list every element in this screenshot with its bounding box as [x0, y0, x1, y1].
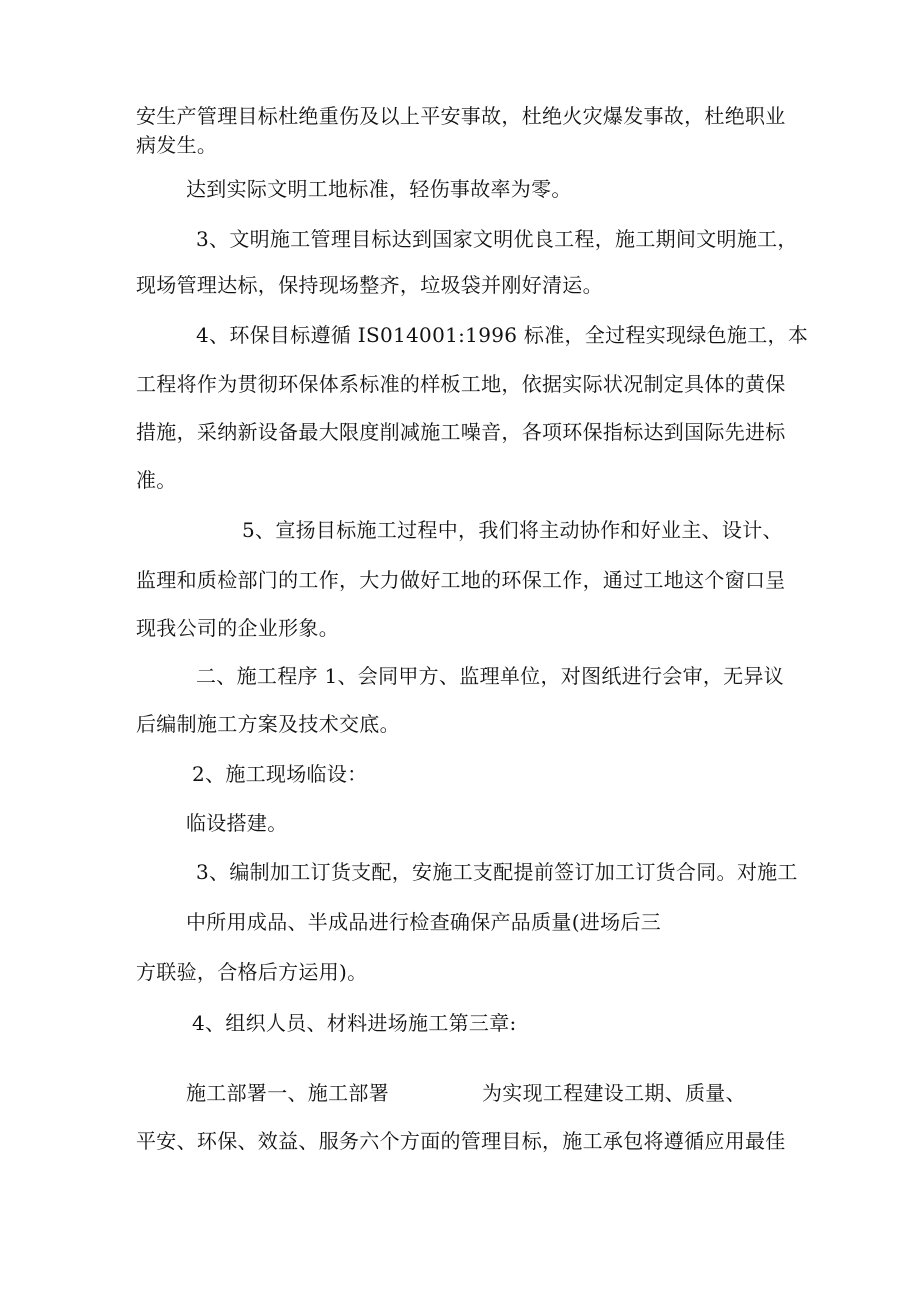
text-line: 方联验，合格后方运用)。	[136, 960, 368, 984]
text-line: 4、组织人员、材料进场施工第三章:	[192, 1011, 517, 1035]
text-line: 安生产管理目标杜绝重伤及以上平安事故，杜绝火灾爆发事故，杜绝职业	[136, 104, 786, 128]
text-line: 现我公司的企业形象。	[136, 616, 339, 640]
text-line: 临设搭建。	[186, 811, 288, 835]
text-line: 中所用成品、半成品进行检查确保产品质量(进场后三	[186, 910, 662, 934]
text-line: 5、宣扬目标施工过程中，我们将主动协作和好业主、设计、	[242, 518, 783, 542]
text-line: 现场管理达标，保持现场整齐，垃圾袋并刚好清运。	[136, 273, 603, 297]
text-line: 后编制施工方案及技术交底。	[136, 712, 400, 736]
text-line: 达到实际文明工地标准，轻伤事故率为零。	[186, 177, 572, 201]
text-line: 工程将作为贯彻环保体系标准的样板工地，依据实际状况制定具体的黄保	[136, 372, 786, 396]
text-line: 2、施工现场临设：	[192, 762, 368, 786]
text-line: 4、环保目标遵循 IS014001:1996 标准，全过程实现绿色施工，本	[196, 323, 809, 347]
text-line: 3、文明施工管理目标达到国家文明优良工程，施工期间文明施工，	[196, 227, 798, 251]
text-line: 监理和质检部门的工作，大力做好工地的环保工作，通过工地这个窗口呈	[136, 568, 786, 592]
text-line: 平安、环保、效益、服务六个方面的管理目标，施工承包将遵循应用最佳	[136, 1129, 786, 1153]
text-line: 措施，采纳新设备最大限度削减施工噪音，各项环保指标达到国际先进标	[136, 420, 786, 444]
text-line: 二、施工程序 1、会同甲方、监理单位，对图纸进行会审，无异议	[196, 664, 785, 688]
text-line: 为实现工程建设工期、质量、	[482, 1081, 746, 1105]
text-line: 3、编制加工订货支配，安施工支配提前签订加工订货合同。对施工	[196, 860, 798, 884]
text-line: 准。	[136, 468, 177, 492]
text-line: 施工部署一、施工部署	[186, 1081, 389, 1105]
text-line: 病发生。	[136, 133, 218, 157]
